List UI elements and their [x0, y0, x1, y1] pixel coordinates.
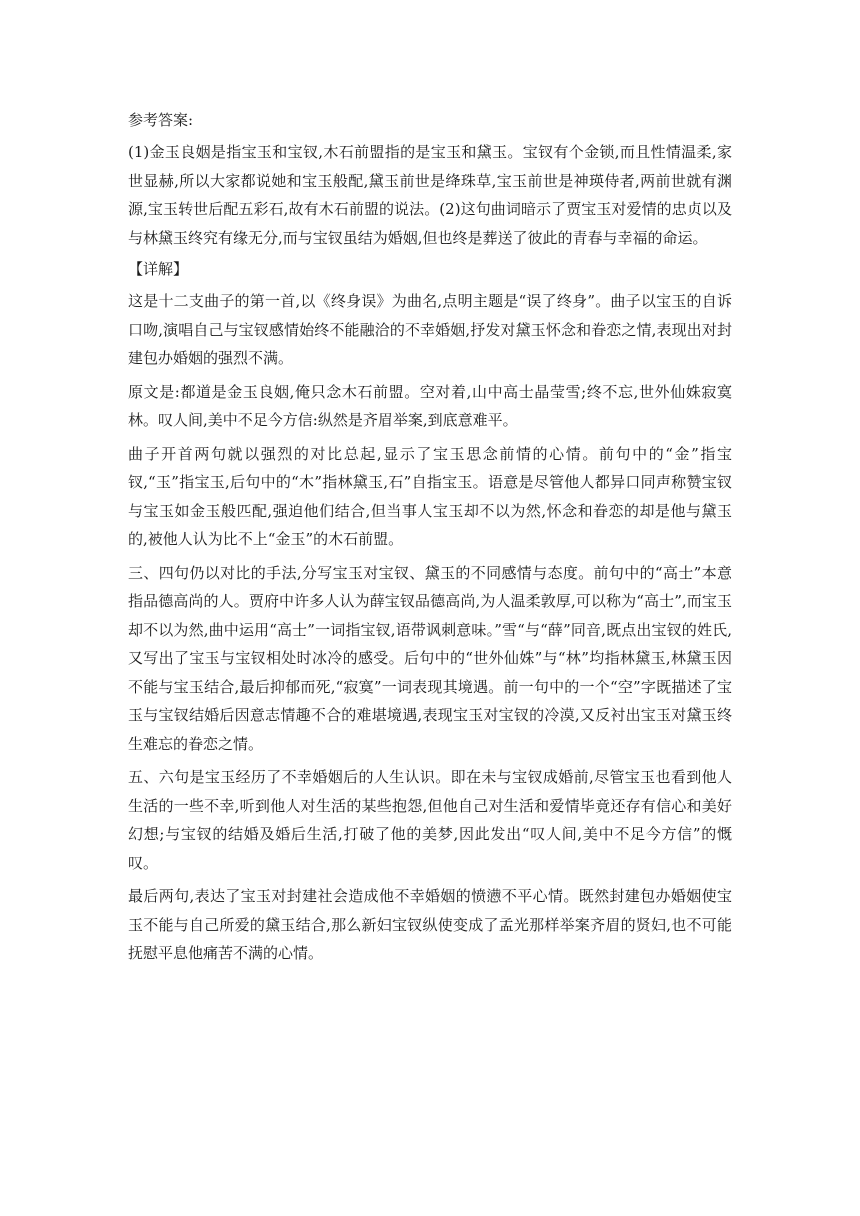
detail-paragraph-lines-5-6: 五、六句是宝玉经历了不幸婚姻后的人生认识。即在未与宝钗成婚前,尽管宝玉也看到他人生活的一些不幸,听到他人对生活的某些抱怨,但他自己对生活和爱情毕竟还存有信心和美好幻想;与宝钗的结婚及婚后生活,打破了他的美梦,因此发出“叹人间,美中不足今方信”的慨叹。 [128, 768, 732, 872]
detail-paragraph-original-text: 原文是:都道是金玉良姻,俺只念木石前盟。空对着,山中高士晶莹雪;终不忘,世外仙姝寂寞林。叹人间,美中不足今方信:纵然是齐眉举案,到底意难平。 [128, 382, 732, 429]
answer-label: 参考答案: [128, 111, 194, 129]
answer-text: (1)金玉良姻是指宝玉和宝钗,木石前盟指的是宝玉和黛玉。宝钗有个金锁,而且性情温柔,家世显赫,所以大家都说她和宝玉般配,黛玉前世是绛珠草,宝玉前世是神瑛侍者,两前世就有渊源,宝玉转世后配五彩石,故有木石前盟的说法。(2)这句曲词暗示了贾宝玉对爱情的忠贞以及与林黛玉终究有缘无分,而与宝钗虽结为婚姻,但也终是葬送了彼此的青春与幸福的命运。 [128, 143, 732, 247]
detail-paragraph-last-lines: 最后两句,表达了宝玉对封建社会造成他不幸婚姻的愤懑不平心情。既然封建包办婚姻使宝玉不能与自己所爱的黛玉结合,那么新妇宝钗纵使变成了孟光那样举案齐眉的贤妇,也不可能抚慰平息他痛苦不满的心情。 [128, 887, 732, 962]
detail-paragraph-lines-1-2: 曲子开首两句就以强烈的对比总起,显示了宝玉思念前情的心情。前句中的“金”指宝钗,“玉”指宝玉,后句中的“木”指林黛玉,石”自指宝玉。语意是尽管他人都异口同声称赞宝钗与宝玉如金玉般匹配,强迫他们结合,但当事人宝玉却不以为然,怀念和眷恋的却是他与黛玉的,被他人认为比不上“金玉”的木石前盟。 [128, 444, 732, 548]
document-page [128, 108, 732, 973]
detail-heading: 【详解】 [128, 260, 189, 278]
detail-paragraph-intro: 这是十二支曲子的第一首,以《终身误》为曲名,点明主题是“误了终身”。曲子以宝玉的自诉口吻,演唱自己与宝钗感情始终不能融洽的不幸婚姻,抒发对黛玉怀念和眷恋之情,表现出对封建包办婚姻的强烈不满。 [128, 292, 732, 367]
detail-paragraph-lines-3-4: 三、四句仍以对比的手法,分写宝玉对宝钗、黛玉的不同感情与态度。前句中的“高士”本意指品德高尚的人。贾府中许多人认为薛宝钗品德高尚,为人温柔敦厚,可以称为“高士”,而宝玉却不以为然,曲中运用“高士”一词指宝钗,语带讽刺意味。”雪“与“薛”同音,既点出宝钗的姓氏,又写出了宝玉与宝钗相处时冰冷的感受。后句中的“世外仙姝”与“林”均指林黛玉,林黛玉因不能与宝玉结合,最后抑郁而死,“寂寞”一词表现其境遇。前一句中的一个“空”字既描述了宝玉与宝钗结婚后因意志情趣不合的难堪境遇,表现宝玉对宝钗的冷漠,又反衬出宝玉对黛玉终生难忘的眷恋之情。 [128, 563, 732, 753]
